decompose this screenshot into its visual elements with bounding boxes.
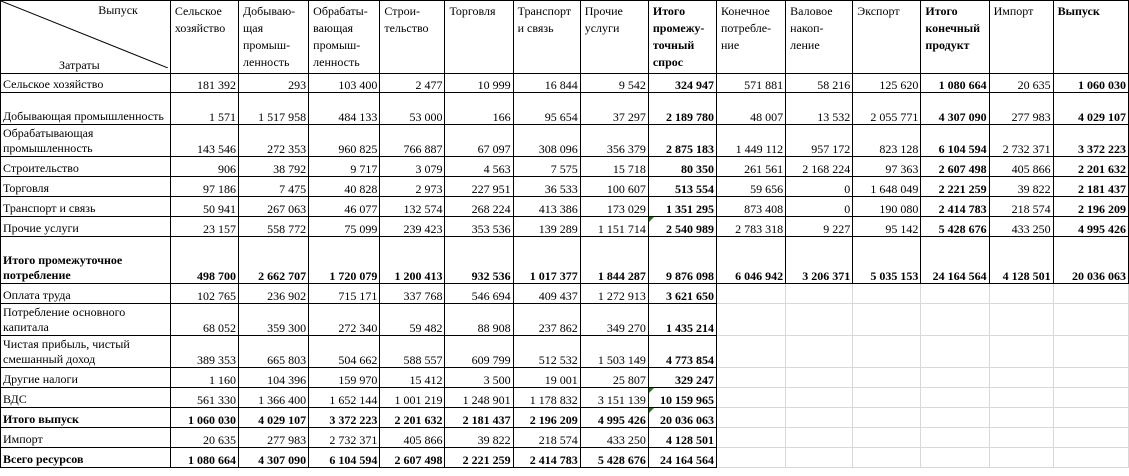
corner-cell[interactable] [1, 1, 171, 74]
table-cell[interactable]: 48 007 [717, 93, 786, 125]
table-cell[interactable]: 50 941 [170, 197, 238, 217]
row-label[interactable]: Транспорт и связь [1, 197, 171, 217]
row-label[interactable]: Итого промежуточное потребление [1, 237, 171, 284]
table-cell[interactable]: 433 250 [989, 217, 1053, 237]
table-cell[interactable]: 59 482 [380, 304, 445, 336]
table-cell[interactable]: 349 270 [580, 304, 648, 336]
corner-cost-label: Затраты [59, 58, 100, 72]
table-cell[interactable]: 2 221 259 [445, 448, 513, 468]
table-cell[interactable]: 95 142 [853, 217, 921, 237]
table-cell[interactable]: 1 844 287 [580, 237, 648, 284]
table-cell[interactable]: 10 999 [445, 74, 513, 93]
table-cell[interactable]: 957 172 [786, 125, 853, 157]
empty-cell[interactable] [786, 388, 853, 408]
col-header-6[interactable]: Прочие услуги [580, 1, 648, 74]
table-cell[interactable]: 1 200 413 [380, 237, 445, 284]
table-cell[interactable]: 1 503 149 [580, 336, 648, 368]
table-cell[interactable]: 104 396 [239, 368, 309, 388]
table-cell[interactable]: 277 983 [239, 428, 309, 448]
table-cell[interactable]: 308 096 [513, 125, 580, 157]
empty-cell[interactable] [717, 368, 786, 388]
empty-cell[interactable] [1053, 304, 1128, 336]
empty-cell[interactable] [717, 304, 786, 336]
table-cell[interactable]: 239 423 [380, 217, 445, 237]
table-cell[interactable]: 353 536 [445, 217, 513, 237]
table-row [1, 74, 1129, 93]
col-header-3[interactable]: Строи-тельство [380, 1, 445, 74]
table-cell[interactable]: 823 128 [853, 125, 921, 157]
table-cell[interactable]: 272 340 [309, 304, 380, 336]
row-label[interactable]: Итого выпуск [1, 408, 171, 428]
table-cell[interactable]: 1 001 219 [380, 388, 445, 408]
empty-cell[interactable] [989, 336, 1053, 368]
empty-cell[interactable] [921, 304, 989, 336]
col-header-8[interactable]: Конечное потребле-ние [717, 1, 786, 74]
table-cell[interactable]: 68 052 [170, 304, 238, 336]
table-cell[interactable]: 2 221 259 [921, 177, 989, 197]
table-cell[interactable]: 1 435 214 [648, 304, 716, 336]
table-cell[interactable]: 39 822 [989, 177, 1053, 197]
empty-cell[interactable] [853, 336, 921, 368]
table-row [1, 304, 1129, 336]
empty-cell[interactable] [786, 408, 853, 428]
table-cell[interactable]: 20 635 [989, 74, 1053, 93]
table-cell[interactable]: 143 546 [170, 125, 238, 157]
table-cell[interactable]: 1 449 112 [717, 125, 786, 157]
table-cell[interactable]: 609 799 [445, 336, 513, 368]
table-row [1, 125, 1129, 157]
empty-cell[interactable] [1053, 448, 1128, 468]
empty-cell[interactable] [1053, 284, 1128, 304]
table-cell[interactable]: 4 128 501 [989, 237, 1053, 284]
table-cell[interactable]: 2 196 209 [513, 408, 580, 428]
table-cell[interactable]: 132 574 [380, 197, 445, 217]
table-cell[interactable]: 88 908 [445, 304, 513, 336]
table-cell[interactable]: 558 772 [239, 217, 309, 237]
table-cell[interactable]: 15 412 [380, 368, 445, 388]
table-cell[interactable]: 1 017 377 [513, 237, 580, 284]
table-row [1, 388, 1129, 408]
table-cell[interactable]: 4 029 107 [239, 408, 309, 428]
table-cell[interactable]: 715 171 [309, 284, 380, 304]
table-cell[interactable]: 53 000 [380, 93, 445, 125]
table-cell[interactable]: 2 477 [380, 74, 445, 93]
table-cell[interactable]: 0 [786, 177, 853, 197]
table-cell[interactable]: 25 807 [580, 368, 648, 388]
table-cell[interactable]: 1 517 958 [239, 93, 309, 125]
table-cell[interactable]: 2 189 780 [648, 93, 716, 125]
empty-cell[interactable] [853, 368, 921, 388]
empty-cell[interactable] [921, 284, 989, 304]
table-cell[interactable]: 24 164 564 [648, 448, 716, 468]
table-cell[interactable]: 5 428 676 [921, 217, 989, 237]
empty-cell[interactable] [853, 428, 921, 448]
table-cell[interactable]: 1 272 913 [580, 284, 648, 304]
table-cell[interactable]: 2 662 707 [239, 237, 309, 284]
table-cell[interactable]: 546 694 [445, 284, 513, 304]
empty-cell[interactable] [717, 284, 786, 304]
table-cell[interactable]: 24 164 564 [921, 237, 989, 284]
table-cell[interactable]: 268 224 [445, 197, 513, 217]
table-cell[interactable]: 1 571 [170, 93, 238, 125]
table-cell[interactable]: 9 717 [309, 157, 380, 177]
table-cell[interactable]: 16 844 [513, 74, 580, 93]
table-cell[interactable]: 46 077 [309, 197, 380, 217]
table-cell[interactable]: 237 862 [513, 304, 580, 336]
table-cell[interactable]: 389 353 [170, 336, 238, 368]
table-cell[interactable]: 67 097 [445, 125, 513, 157]
table-cell[interactable]: 181 392 [170, 74, 238, 93]
table-cell[interactable]: 2 181 437 [445, 408, 513, 428]
empty-cell[interactable] [1053, 336, 1128, 368]
table-cell[interactable]: 1 366 400 [239, 388, 309, 408]
table-cell[interactable]: 15 718 [580, 157, 648, 177]
table-row [1, 93, 1129, 125]
table-cell[interactable]: 1 080 664 [170, 448, 238, 468]
table-cell[interactable]: 2 168 224 [786, 157, 853, 177]
row-label[interactable]: Импорт [1, 428, 171, 448]
table-cell[interactable]: 409 437 [513, 284, 580, 304]
table-cell[interactable]: 125 620 [853, 74, 921, 93]
table-cell[interactable]: 5 035 153 [853, 237, 921, 284]
table-cell[interactable]: 2 540 989 [648, 217, 716, 237]
table-cell[interactable]: 218 574 [513, 428, 580, 448]
empty-cell[interactable] [717, 388, 786, 408]
table-cell[interactable]: 766 887 [380, 125, 445, 157]
table-cell[interactable]: 498 700 [170, 237, 238, 284]
table-cell[interactable]: 1 652 144 [309, 388, 380, 408]
table-cell[interactable]: 4 307 090 [239, 448, 309, 468]
table-cell[interactable]: 405 866 [380, 428, 445, 448]
table-cell[interactable]: 1 248 901 [445, 388, 513, 408]
corner-output-label: Выпуск [98, 3, 138, 17]
table-cell[interactable]: 1 648 049 [853, 177, 921, 197]
table-cell[interactable]: 932 536 [445, 237, 513, 284]
header-row [1, 1, 1129, 74]
table-row [1, 368, 1129, 388]
table-cell[interactable]: 4 029 107 [1053, 93, 1128, 125]
table-cell[interactable]: 13 532 [786, 93, 853, 125]
table-cell[interactable]: 95 654 [513, 93, 580, 125]
table-cell[interactable]: 2 875 183 [648, 125, 716, 157]
table-cell[interactable]: 9 227 [786, 217, 853, 237]
empty-cell[interactable] [786, 304, 853, 336]
table-cell[interactable]: 139 289 [513, 217, 580, 237]
table-cell[interactable]: 3 621 650 [648, 284, 716, 304]
table-cell[interactable]: 873 408 [717, 197, 786, 217]
row-label[interactable]: Всего ресурсов [1, 448, 171, 468]
table-cell[interactable]: 1 160 [170, 368, 238, 388]
table-cell[interactable]: 277 983 [989, 93, 1053, 125]
row-label[interactable]: Добывающая промышленность [1, 93, 171, 125]
table-cell[interactable]: 513 554 [648, 177, 716, 197]
table-cell[interactable]: 359 300 [239, 304, 309, 336]
table-row [1, 408, 1129, 428]
empty-cell[interactable] [786, 284, 853, 304]
table-cell[interactable]: 227 951 [445, 177, 513, 197]
table-cell[interactable]: 6 046 942 [717, 237, 786, 284]
table-cell[interactable]: 512 532 [513, 336, 580, 368]
table-cell[interactable]: 218 574 [989, 197, 1053, 217]
table-cell[interactable]: 261 561 [717, 157, 786, 177]
empty-cell[interactable] [921, 368, 989, 388]
table-cell[interactable]: 58 216 [786, 74, 853, 93]
table-cell[interactable]: 173 029 [580, 197, 648, 217]
col-header-9[interactable]: Валовое накоп-ление [786, 1, 853, 74]
col-header-4[interactable]: Торговля [445, 1, 513, 74]
row-label[interactable]: Чистая прибыль, чистый смешанный доход [1, 336, 171, 368]
table-row [1, 336, 1129, 368]
empty-cell[interactable] [1053, 368, 1128, 388]
table-cell[interactable]: 2 201 632 [380, 408, 445, 428]
table-cell[interactable]: 37 297 [580, 93, 648, 125]
col-header-11[interactable]: Итого конечный продукт [921, 1, 989, 74]
empty-cell[interactable] [853, 284, 921, 304]
table-cell[interactable]: 293 [239, 74, 309, 93]
table-cell[interactable]: 484 133 [309, 93, 380, 125]
table-cell[interactable]: 39 822 [445, 428, 513, 448]
table-row [1, 177, 1129, 197]
table-cell[interactable]: 9 542 [580, 74, 648, 93]
table-cell[interactable]: 4 773 854 [648, 336, 716, 368]
table-cell[interactable]: 4 563 [445, 157, 513, 177]
col-header-0[interactable]: Сельское хозяйство [170, 1, 238, 74]
table-cell[interactable]: 97 363 [853, 157, 921, 177]
table-cell[interactable]: 504 662 [309, 336, 380, 368]
col-header-10[interactable]: Экспорт [853, 1, 921, 74]
table-cell[interactable]: 103 400 [309, 74, 380, 93]
table-cell[interactable]: 2 181 437 [1053, 177, 1128, 197]
table-cell[interactable]: 9 876 098 [648, 237, 716, 284]
table-cell[interactable]: 1 151 714 [580, 217, 648, 237]
table-cell[interactable]: 75 099 [309, 217, 380, 237]
table-cell[interactable]: 324 947 [648, 74, 716, 93]
table-cell[interactable]: 59 656 [717, 177, 786, 197]
table-cell[interactable]: 20 036 063 [648, 408, 716, 428]
table-cell[interactable]: 2 607 498 [921, 157, 989, 177]
table-cell[interactable]: 6 104 594 [921, 125, 989, 157]
table-cell[interactable]: 4 995 426 [1053, 217, 1128, 237]
table-cell[interactable]: 2 973 [380, 177, 445, 197]
table-cell[interactable]: 3 372 223 [1053, 125, 1128, 157]
table-cell[interactable]: 2 201 632 [1053, 157, 1128, 177]
empty-cell[interactable] [921, 448, 989, 468]
empty-cell[interactable] [921, 336, 989, 368]
table-cell[interactable]: 2 414 783 [513, 448, 580, 468]
table-cell[interactable]: 413 386 [513, 197, 580, 217]
table-cell[interactable]: 10 159 965 [648, 388, 716, 408]
table-cell[interactable]: 6 104 594 [309, 448, 380, 468]
table-cell[interactable]: 4 307 090 [921, 93, 989, 125]
empty-cell[interactable] [717, 428, 786, 448]
empty-cell[interactable] [853, 304, 921, 336]
table-cell[interactable]: 906 [170, 157, 238, 177]
table-cell[interactable]: 190 080 [853, 197, 921, 217]
empty-cell[interactable] [989, 388, 1053, 408]
table-cell[interactable]: 4 995 426 [580, 408, 648, 428]
table-cell[interactable]: 1 351 295 [648, 197, 716, 217]
table-cell[interactable]: 38 792 [239, 157, 309, 177]
row-label[interactable]: Обрабатывающая промышленность [1, 125, 171, 157]
empty-cell[interactable] [989, 408, 1053, 428]
empty-cell[interactable] [786, 368, 853, 388]
table-cell[interactable]: 329 247 [648, 368, 716, 388]
table-row [1, 217, 1129, 237]
empty-cell[interactable] [921, 428, 989, 448]
empty-cell[interactable] [853, 448, 921, 468]
empty-cell[interactable] [786, 336, 853, 368]
table-cell[interactable]: 665 803 [239, 336, 309, 368]
row-label[interactable]: Прочие услуги [1, 217, 171, 237]
table-cell[interactable]: 36 533 [513, 177, 580, 197]
table-cell[interactable]: 3 079 [380, 157, 445, 177]
table-cell[interactable]: 0 [786, 197, 853, 217]
col-header-13[interactable]: Выпуск [1053, 1, 1128, 74]
table-row [1, 237, 1129, 284]
empty-cell[interactable] [853, 408, 921, 428]
table-cell[interactable]: 3 372 223 [309, 408, 380, 428]
empty-cell[interactable] [921, 388, 989, 408]
table-cell[interactable]: 97 186 [170, 177, 238, 197]
col-header-7[interactable]: Итого промежу-точный спрос [648, 1, 716, 74]
table-cell[interactable]: 20 036 063 [1053, 237, 1128, 284]
table-cell[interactable]: 561 330 [170, 388, 238, 408]
empty-cell[interactable] [1053, 428, 1128, 448]
row-label[interactable]: ВДС [1, 388, 171, 408]
table-cell[interactable]: 2 732 371 [309, 428, 380, 448]
empty-cell[interactable] [1053, 388, 1128, 408]
table-cell[interactable]: 960 825 [309, 125, 380, 157]
row-label[interactable]: Торговля [1, 177, 171, 197]
table-cell[interactable]: 4 128 501 [648, 428, 716, 448]
col-header-1[interactable]: Добываю-щая промыш-ленность [239, 1, 309, 74]
empty-cell[interactable] [921, 408, 989, 428]
empty-cell[interactable] [853, 388, 921, 408]
empty-cell[interactable] [989, 448, 1053, 468]
table-cell[interactable]: 588 557 [380, 336, 445, 368]
table-cell[interactable]: 3 500 [445, 368, 513, 388]
col-header-12[interactable]: Импорт [989, 1, 1053, 74]
empty-cell[interactable] [717, 448, 786, 468]
table-cell[interactable]: 405 866 [989, 157, 1053, 177]
empty-cell[interactable] [717, 336, 786, 368]
table-cell[interactable]: 19 001 [513, 368, 580, 388]
row-label[interactable]: Потребление основного капитала [1, 304, 171, 336]
row-label[interactable]: Строительство [1, 157, 171, 177]
table-cell[interactable]: 337 768 [380, 284, 445, 304]
table-cell[interactable]: 23 157 [170, 217, 238, 237]
row-label[interactable]: Оплата труда [1, 284, 171, 304]
table-cell[interactable]: 1 720 079 [309, 237, 380, 284]
table-cell[interactable]: 1 060 030 [1053, 74, 1128, 93]
empty-cell[interactable] [1053, 408, 1128, 428]
table-cell[interactable]: 102 765 [170, 284, 238, 304]
empty-cell[interactable] [989, 368, 1053, 388]
table-cell[interactable]: 433 250 [580, 428, 648, 448]
row-label[interactable]: Другие налоги [1, 368, 171, 388]
empty-cell[interactable] [717, 408, 786, 428]
col-header-2[interactable]: Обрабаты-вающая промыш-ленность [309, 1, 380, 74]
empty-cell[interactable] [989, 284, 1053, 304]
table-row [1, 157, 1129, 177]
table-row [1, 448, 1129, 468]
table-row [1, 428, 1129, 448]
empty-cell[interactable] [989, 428, 1053, 448]
table-cell[interactable]: 100 607 [580, 177, 648, 197]
table-cell[interactable]: 571 881 [717, 74, 786, 93]
table-row [1, 284, 1129, 304]
table-cell[interactable]: 2 055 771 [853, 93, 921, 125]
table-cell[interactable]: 3 206 371 [786, 237, 853, 284]
table-cell[interactable]: 1 060 030 [170, 408, 238, 428]
table-cell[interactable]: 272 353 [239, 125, 309, 157]
table-cell[interactable]: 267 063 [239, 197, 309, 217]
table-row [1, 197, 1129, 217]
table-cell[interactable]: 2 196 209 [1053, 197, 1128, 217]
table-cell[interactable]: 1 080 664 [921, 74, 989, 93]
row-label[interactable]: Сельское хозяйство [1, 74, 171, 93]
table-cell[interactable]: 20 635 [170, 428, 238, 448]
table-cell[interactable]: 80 350 [648, 157, 716, 177]
table-cell[interactable]: 166 [445, 93, 513, 125]
table-cell[interactable]: 2 732 371 [989, 125, 1053, 157]
empty-cell[interactable] [989, 304, 1053, 336]
table-cell[interactable]: 2 414 783 [921, 197, 989, 217]
table-cell[interactable]: 2 783 318 [717, 217, 786, 237]
table-cell[interactable]: 7 575 [513, 157, 580, 177]
table-cell[interactable]: 3 151 139 [580, 388, 648, 408]
table-cell[interactable]: 236 902 [239, 284, 309, 304]
table-cell[interactable]: 356 379 [580, 125, 648, 157]
empty-cell[interactable] [786, 428, 853, 448]
table-cell[interactable]: 5 428 676 [580, 448, 648, 468]
table-cell[interactable]: 7 475 [239, 177, 309, 197]
table-cell[interactable]: 1 178 832 [513, 388, 580, 408]
table-cell[interactable]: 2 607 498 [380, 448, 445, 468]
table-cell[interactable]: 40 828 [309, 177, 380, 197]
empty-cell[interactable] [786, 448, 853, 468]
table-cell[interactable]: 159 970 [309, 368, 380, 388]
col-header-5[interactable]: Транспорт и связь [513, 1, 580, 74]
